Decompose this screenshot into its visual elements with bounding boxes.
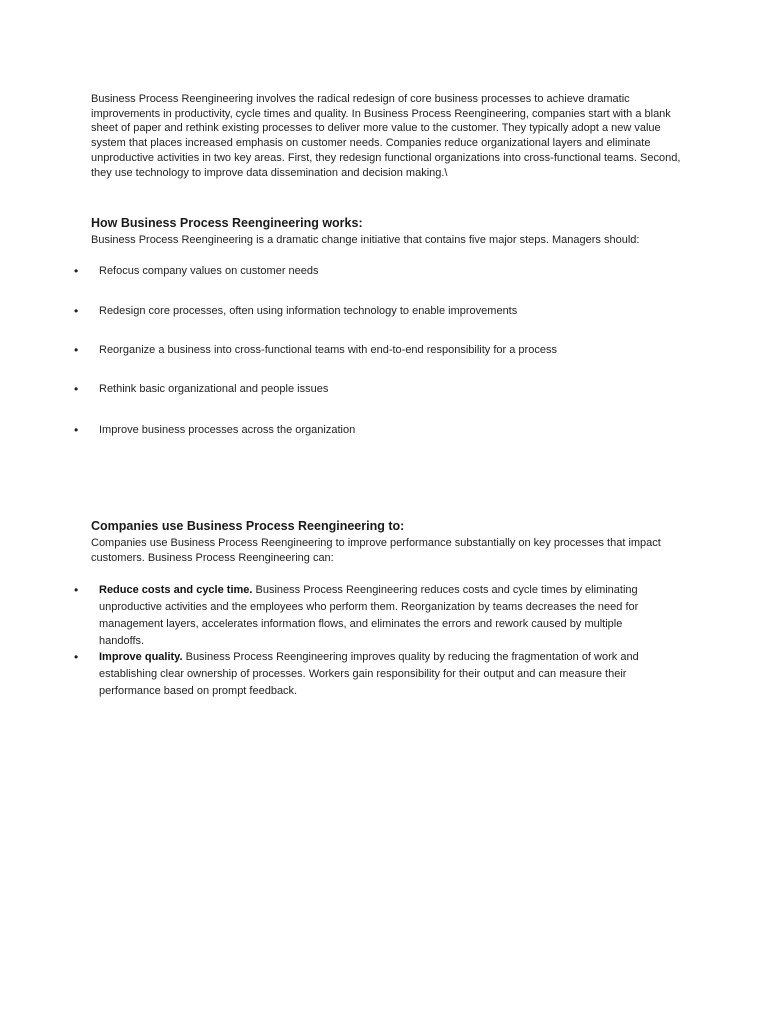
benefit-description: Business Process Reengineering improves quality by reducing the fragmentation of work and establishing clear ownership of processes. Workers gain responsibility for their output and can measure their performance based on prompt feedback. <box>99 651 639 697</box>
section-heading-how-it-works: How Business Process Reengineering works: <box>91 216 363 230</box>
bullet-icon: • <box>74 343 79 357</box>
section-lead-how-it-works: Business Process Reengineering is a dramatic change initiative that contains five major steps. Managers should: <box>91 234 640 246</box>
benefit-description: Business Process Reengineering reduces costs and cycle times by eliminating unproductive activities and the employees who perform them. Reorganization by teams decreases the need for management layers, accelerates information flows, and eliminates the errors and rework caused by multiple handoffs. <box>99 584 639 647</box>
bullet-icon: • <box>74 304 79 318</box>
section-heading-companies-use: Companies use Business Process Reengineering to: <box>91 519 405 533</box>
list-item-text: Refocus company values on customer needs <box>99 265 319 277</box>
list-item-text: Rethink basic organizational and people issues <box>99 383 329 395</box>
list-item-text: Redesign core processes, often using information technology to enable improvements <box>99 305 518 317</box>
benefit-title: Reduce costs and cycle time. <box>99 584 253 596</box>
list-item-text <box>99 649 669 700</box>
list-item-text <box>99 582 669 650</box>
intro-paragraph: Business Process Reengineering involves the radical redesign of core business processes to achieve dramatic improvements in productivity, cycle times and quality. In Business Process Reengineering, companies start with a blank sheet of paper and rethink existing processes to deliver more value to the customer. They typically adopt a new value system that places increased emphasis on customer needs. Companies reduce organizational layers and eliminate unproductive activities in two key areas. First, they redesign functional organizations into cross-functional teams. Second, they use technology to improve data dissemination and decision making.\ <box>91 93 681 179</box>
section-lead-companies-use: Companies use Business Process Reengineering to improve performance substantially on key processes that impact customers. Business Process Reengineering can: <box>91 537 661 564</box>
bullet-icon: • <box>74 583 79 597</box>
benefit-title: Improve quality. <box>99 651 183 663</box>
bullet-icon: • <box>74 650 79 664</box>
bullet-icon: • <box>74 423 79 437</box>
bullet-icon: • <box>74 382 79 396</box>
list-item-text: Reorganize a business into cross-functional teams with end-to-end responsibility for a process <box>99 344 557 356</box>
bullet-icon: • <box>74 264 79 278</box>
list-item-text: Improve business processes across the organization <box>99 424 356 436</box>
